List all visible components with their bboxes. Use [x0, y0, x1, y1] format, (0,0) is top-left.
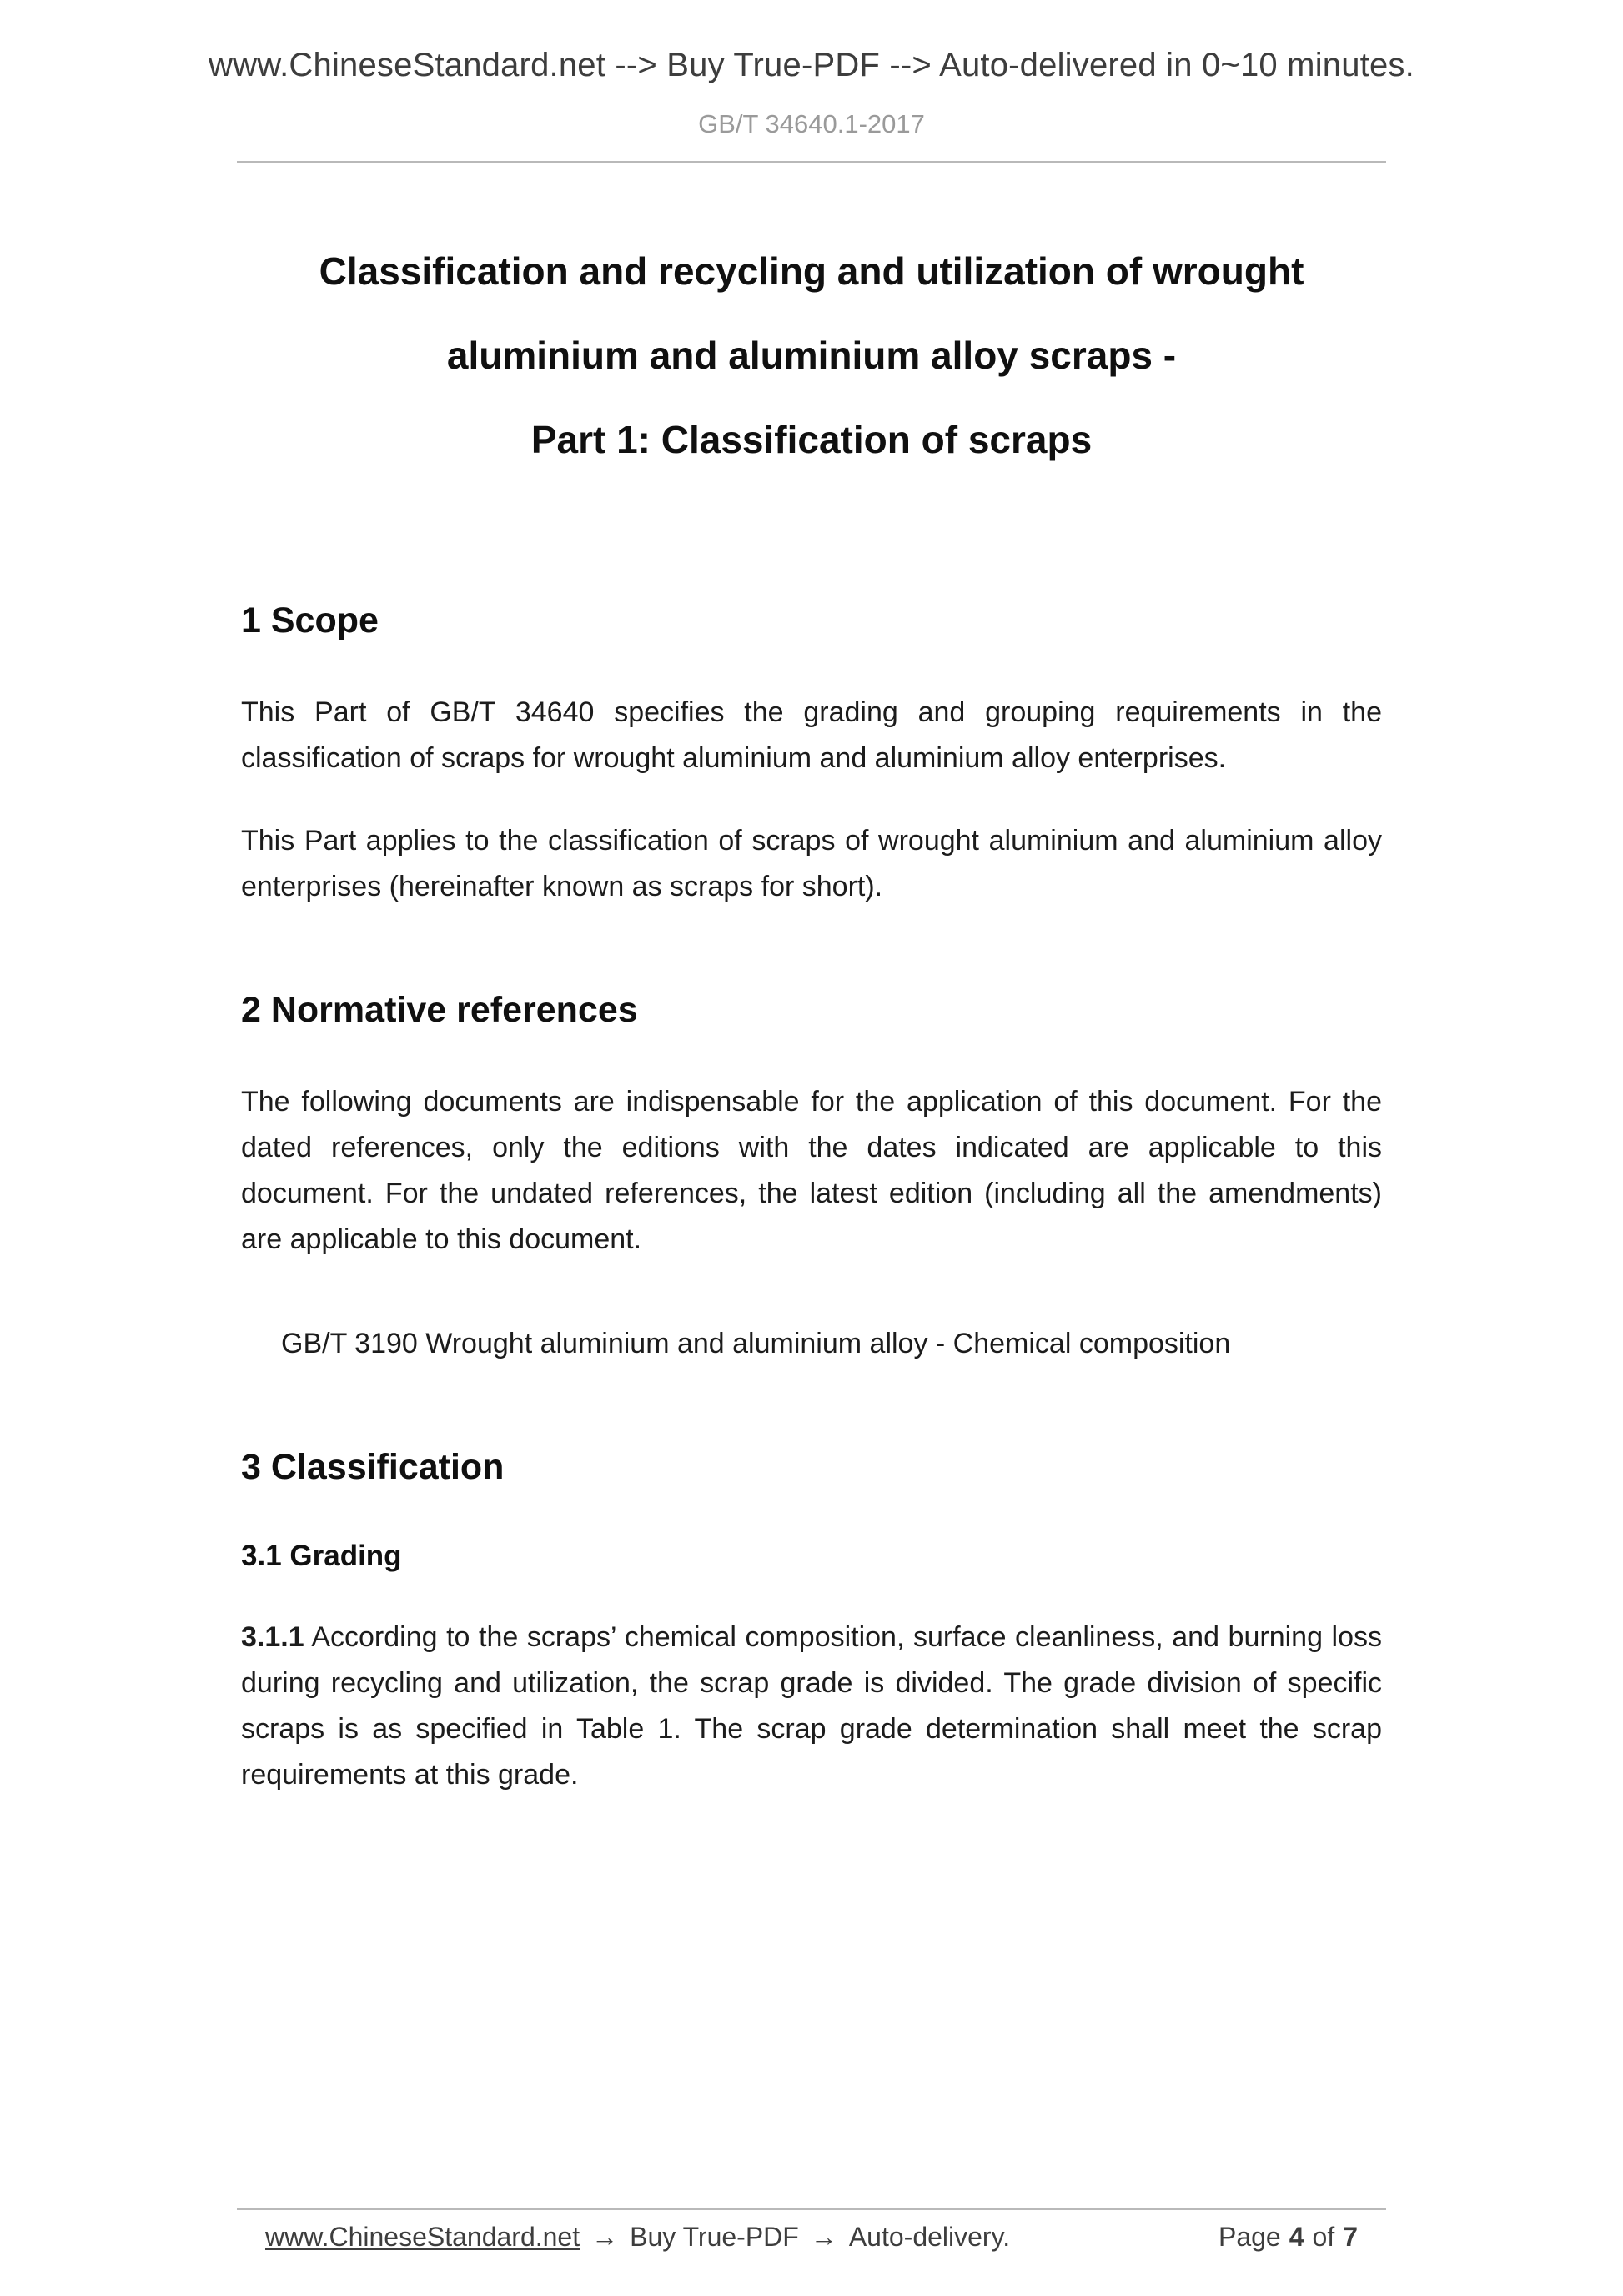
top-banner: www.ChineseStandard.net --> Buy True-PDF --> Auto-delivered in 0~10 minutes.: [209, 47, 1414, 83]
footer-left: [265, 2222, 1010, 2253]
of-label: of: [1312, 2222, 1335, 2252]
document-content: [241, 229, 1382, 1798]
arrow-right-icon: →: [810, 2222, 837, 2252]
footer-delivery-text: Auto-delivery.: [848, 2222, 1011, 2252]
grading-paragraph-311: [241, 1615, 1382, 1798]
header-divider: [237, 161, 1386, 163]
document-title: [241, 229, 1382, 482]
total-pages: 7: [1343, 2222, 1358, 2252]
scope-paragraph-2: This Part applies to the classification of scraps of wrought aluminium and aluminium alloy enterprises (hereinafter known as scraps for short).: [241, 825, 1382, 902]
page-number: 4: [1289, 2222, 1304, 2252]
page-footer: [0, 2208, 1623, 2253]
page-label: Page: [1218, 2222, 1281, 2252]
arrow-right-icon: →: [591, 2222, 619, 2252]
section-heading-classification: 3 Classification: [241, 1447, 505, 1487]
footer-site-link[interactable]: www.ChineseStandard.net: [265, 2222, 580, 2252]
clause-text: According to the scraps’ chemical composition, surface cleanliness, and burning loss during recycling and utilization, the scrap grade is divided. The grade division of specific scraps is as specified in Table 1. The scrap grade determination shall meet the scrap requirements at this grade.: [241, 1621, 1383, 1791]
normative-paragraph-1: The following documents are indispensable for the application of this document. For the dated references, only the editions with the dates indicated are applicable to this document. For the undated references, the latest edition (including all the amendments) are applicable to this document.: [241, 1086, 1382, 1255]
subsection-heading-grading: 3.1 Grading: [241, 1540, 402, 1572]
normative-reference-item: GB/T 3190 Wrought aluminium and aluminium alloy - Chemical composition: [281, 1328, 1231, 1359]
document-title-line-3: Part 1: Classification of scraps: [530, 418, 1093, 461]
footer-buy-text: Buy True-PDF: [630, 2222, 799, 2252]
footer-row: [265, 2222, 1358, 2253]
section-heading-scope: 1 Scope: [241, 600, 379, 641]
section-heading-normative-references: 2 Normative references: [241, 990, 638, 1030]
document-title-line-1: Classification and recycling and utilization of wrought: [319, 249, 1304, 293]
document-title-line-2: aluminium and aluminium alloy scraps -: [446, 334, 1177, 377]
scope-paragraph-1: This Part of GB/T 34640 specifies the grading and grouping requirements in the classification of scraps for wrought aluminium and aluminium alloy enterprises.: [241, 696, 1382, 774]
footer-divider: [237, 2208, 1386, 2210]
clause-number: 3.1.1: [241, 1621, 304, 1653]
page-indicator: [1219, 2222, 1358, 2253]
standard-number: GB/T 34640.1-2017: [698, 109, 925, 138]
